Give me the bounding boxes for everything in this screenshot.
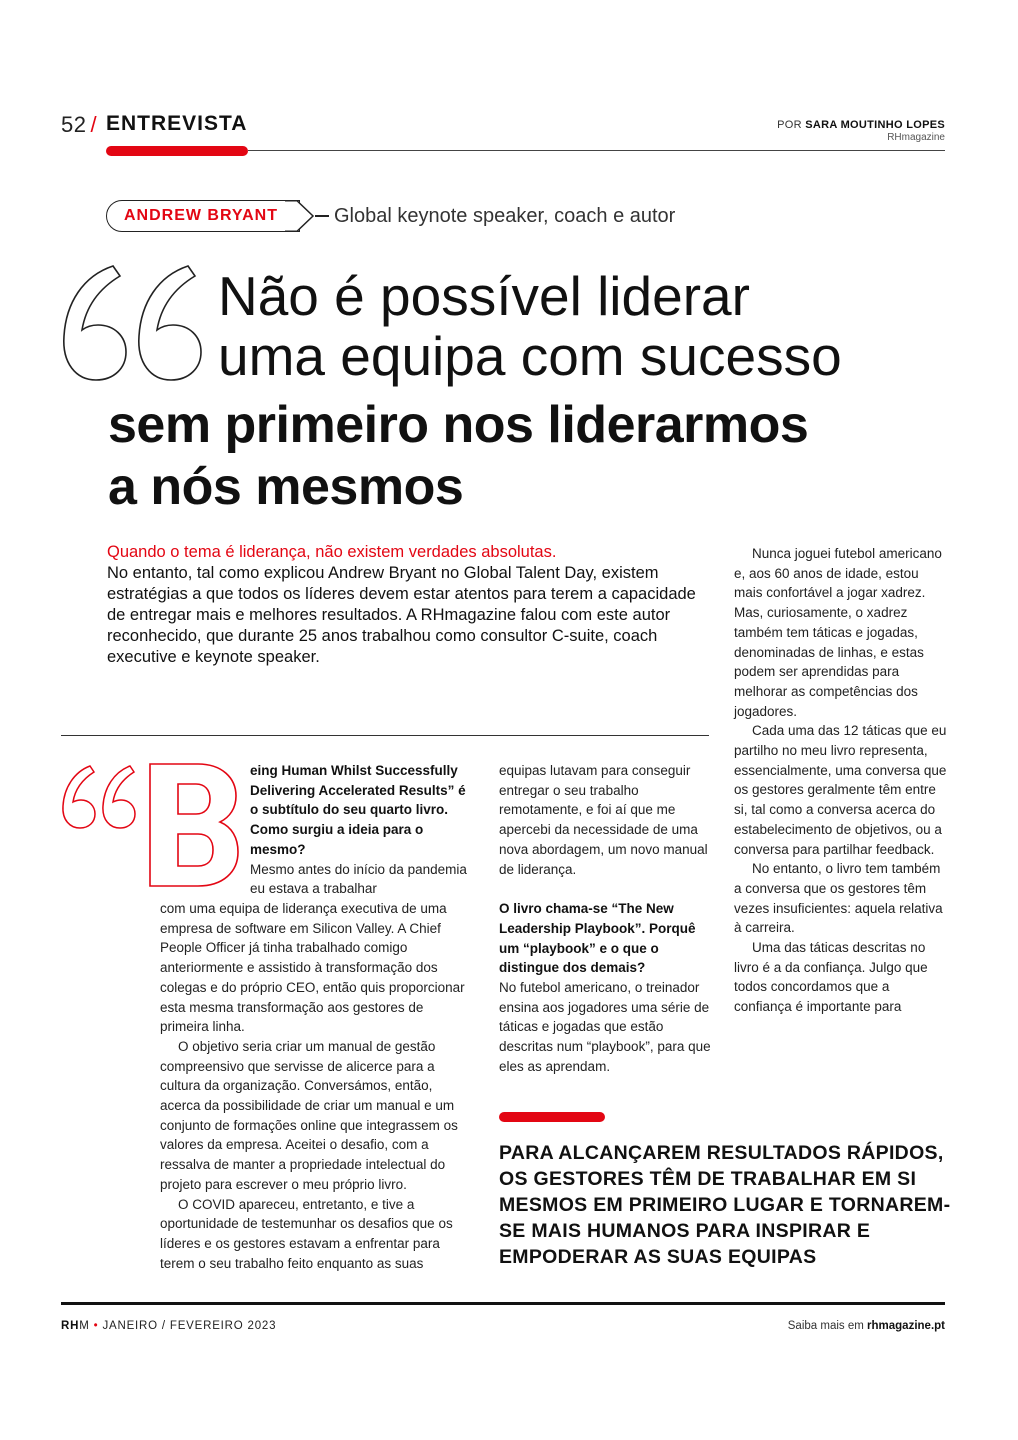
answer-1-start: Mesmo antes do início da pandemia eu estava a trabalhar: [250, 861, 467, 897]
article-column-1-top: [250, 761, 475, 899]
footer-brand-rh: RH: [61, 1320, 80, 1332]
section-accent-bar: [106, 146, 248, 156]
answer-2: No futebol americano, o treinador ensina aos jogadores uma série de táticas e jogadas que estão descritas num “playbook”, para que eles as aprendam.: [499, 980, 711, 1074]
column-2-paragraph-1: equipas lutavam para conseguir entregar o seu trabalho remotamente, e foi aí que me apercebi da necessidade de uma nova abordagem, um novo manual de liderança.: [499, 763, 708, 877]
footer-more-info: [788, 1320, 945, 1332]
lead-paragraph: [107, 542, 707, 668]
footer-issue: [61, 1320, 276, 1332]
interviewee-role: Global keynote speaker, coach e autor: [334, 205, 676, 227]
footer-issue-date: JANEIRO / FEVEREIRO 2023: [102, 1320, 277, 1332]
column-3-paragraph-3: No entanto, o livro tem também a conversa que os gestores têm vezes insuficientes: aquela relativa à carreira.: [734, 861, 943, 936]
interviewee-name: ANDREW BRYANT: [123, 207, 279, 224]
lead-text: No entanto, tal como explicou Andrew Bryant no Global Talent Day, existem estratégias a que todos os líderes devem estar atentos para terem a capacidade de entregar mais e melhores resultados. A RHmagazine falou com este autor reconhecido, que durante 25 anos trabalhou como consultor C-suite, coach executive e keynote speaker.: [107, 564, 696, 666]
byline: [777, 119, 945, 143]
publication-name: RHmagazine: [887, 132, 945, 143]
header-divider: [248, 150, 945, 151]
section-label: ENTREVISTA: [106, 112, 248, 135]
footer-more-prefix: Saiba mais em: [787, 1320, 864, 1332]
pull-quote: PARA ALCANÇAREM RESULTADOS RÁPIDOS, OS GESTORES TÊM DE TRABALHAR EM SI MESMOS EM PRIMEIRO LUGAR E TORNAREM-SE MAIS HUMANOS PARA INSPIRAR E EMPODERAR AS SUAS EQUIPAS: [499, 1142, 951, 1268]
column-3-paragraph-2: Cada uma das 12 táticas que eu partilho no meu livro representa, essencialmente, uma conversa que os gestores geralmente têm entre si, tal como a conversa acerca do estabelecimento de objetivos, ou a conversa para partilhar feedback.: [734, 723, 947, 857]
small-quote-icon: [60, 762, 136, 832]
answer-1-continued: com uma equipa de liderança executiva de uma empresa de software em Silicon Valley. A Chief People Officer já tinha trabalhado comigo anteriormente e assistido à transformação dos colegas e do próprio CEO, então quis proporcionar esta mesma transformação aos gestores de primeira linha.: [160, 901, 465, 1035]
footer-divider: [61, 1302, 945, 1305]
question-2: O livro chama-se “The New Leadership Playbook”. Porquê um “playbook” e o que o distingue dos demais?: [499, 901, 696, 976]
column-3-paragraph-1: Nunca joguei futebol americano e, aos 60 anos de idade, estou mais confortável a jogar xadrez. Mas, curiosamente, o xadrez também tem táticas e jogadas, denominadas de linhas, e estas podem ser aprendidas para melhorar as competências dos jogadores.: [734, 546, 942, 719]
answer-1-paragraph-3: O COVID apareceu, entretanto, e tive a oportunidade de testemunhar os desafios que os líderes e os gestores estavam a enfrentar para terem o seu trabalho feito enquanto as suas: [160, 1196, 453, 1271]
lead-highlight: Quando o tema é liderança, não existem verdades absolutas.: [107, 543, 557, 561]
footer-brand-m: M: [79, 1320, 90, 1332]
pull-quote-accent-bar: [499, 1112, 605, 1122]
article-column-2: [499, 761, 711, 1077]
open-quote-icon: [58, 258, 208, 388]
article-column-3: [734, 544, 949, 1017]
author-name: SARA MOUTINHO LOPES: [805, 119, 945, 131]
column-3-paragraph-4: Uma das táticas descritas no livro é a da confiança. Julgo que todos concordamos que a confiança é importante para: [734, 940, 928, 1015]
question-1: eing Human Whilst Successfully Delivering Accelerated Results” é o subtítulo do seu quarto livro. Como surgiu a ideia para o mesmo?: [250, 763, 466, 857]
headline-line-3: sem primeiro nos liderarmos: [108, 396, 809, 454]
article-column-1: [160, 899, 475, 1273]
headline-line-2: uma equipa com sucesso: [218, 325, 842, 387]
footer-site-link[interactable]: rhmagazine.pt: [867, 1320, 945, 1332]
headline-bold: [108, 394, 808, 518]
headline-line-4: a nós mesmos: [108, 458, 464, 516]
byline-prefix: POR: [777, 119, 802, 131]
page-number: 52 /: [61, 112, 98, 137]
name-pill-connector: [315, 215, 329, 217]
headline-line-1: Não é possível liderar: [218, 265, 750, 327]
footer-bullet: •: [93, 1320, 99, 1332]
drop-cap-b-icon: [148, 762, 240, 888]
headline-light: [218, 266, 842, 386]
lead-divider: [61, 735, 709, 736]
answer-1-paragraph-2: O objetivo seria criar um manual de gestão compreensivo que servisse de alicerce para a cultura da organização. Conversámos, então, acerca da possibilidade de criar um manual e um conjunto de formações online que integrassem os valores da empresa. Aceitei o desafio, com a ressalva de manter a propriedade intelectual do projeto para escrever o meu próprio livro.: [160, 1038, 458, 1192]
page-separator: /: [90, 112, 98, 137]
